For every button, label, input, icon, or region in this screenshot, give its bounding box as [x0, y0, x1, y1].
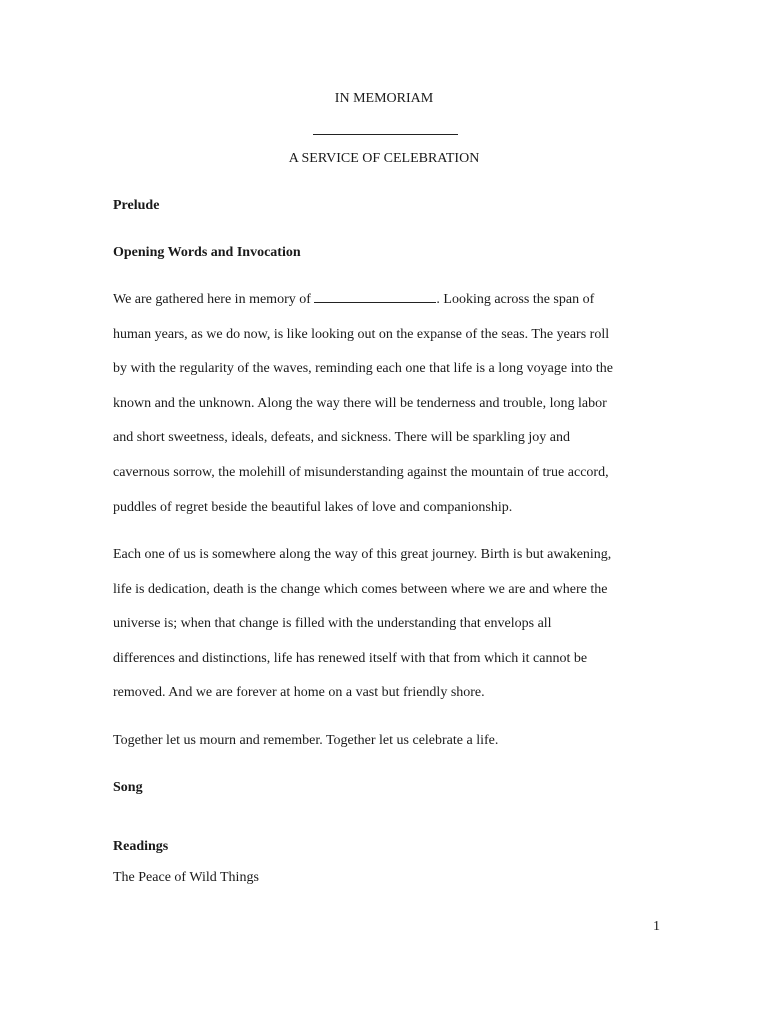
paragraph-line: cavernous sorrow, the molehill of misunderstanding against the mountain of true accord,: [113, 464, 609, 480]
document-subtitle: A SERVICE OF CELEBRATION: [288, 151, 480, 166]
page-number: 1: [653, 919, 660, 934]
paragraph-line: human years, as we do now, is like looking out on the expanse of the seas. The years roll: [113, 326, 610, 342]
heading-readings: Readings: [113, 839, 169, 854]
paragraph-line: and short sweetness, ideals, defeats, and sickness. There will be sparkling joy and: [113, 430, 570, 446]
opening-paragraph-2: [113, 538, 658, 711]
closing-line: Together let us mourn and remember. Together let us celebrate a life.: [113, 733, 499, 748]
paragraph-line: puddles of regret beside the beautiful lakes of love and companionship.: [113, 499, 513, 515]
reading-title: The Peace of Wild Things: [113, 870, 259, 885]
opening-paragraph-1: [113, 283, 658, 525]
heading-opening-words: Opening Words and Invocation: [113, 245, 301, 260]
name-blank: [314, 290, 436, 303]
paragraph-line: differences and distinctions, life has renewed itself with that from which it cannot be: [113, 650, 588, 666]
paragraph-line: [113, 283, 658, 318]
text-fragment: We are gathered here in memory of: [113, 292, 315, 307]
paragraph-line: known and the unknown. Along the way there will be tenderness and trouble, long labor: [113, 395, 607, 411]
document-title: IN MEMORIAM: [334, 91, 434, 106]
paragraph-line: Each one of us is somewhere along the way of this great journey. Birth is but awakening,: [113, 547, 612, 562]
heading-prelude: Prelude: [113, 198, 160, 213]
text-fragment: . Looking across the span of: [436, 292, 595, 307]
paragraph-line: universe is; when that change is filled with the understanding that envelops all: [113, 616, 552, 632]
paragraph-line: life is dedication, death is the change which comes between where we are and where the: [113, 581, 608, 597]
paragraph-line: by with the regularity of the waves, reminding each one that life is a long voyage into the: [113, 361, 613, 377]
paragraph-line: removed. And we are forever at home on a vast but friendly shore.: [113, 685, 485, 701]
title-rule: [313, 134, 458, 135]
heading-song: Song: [113, 780, 143, 795]
